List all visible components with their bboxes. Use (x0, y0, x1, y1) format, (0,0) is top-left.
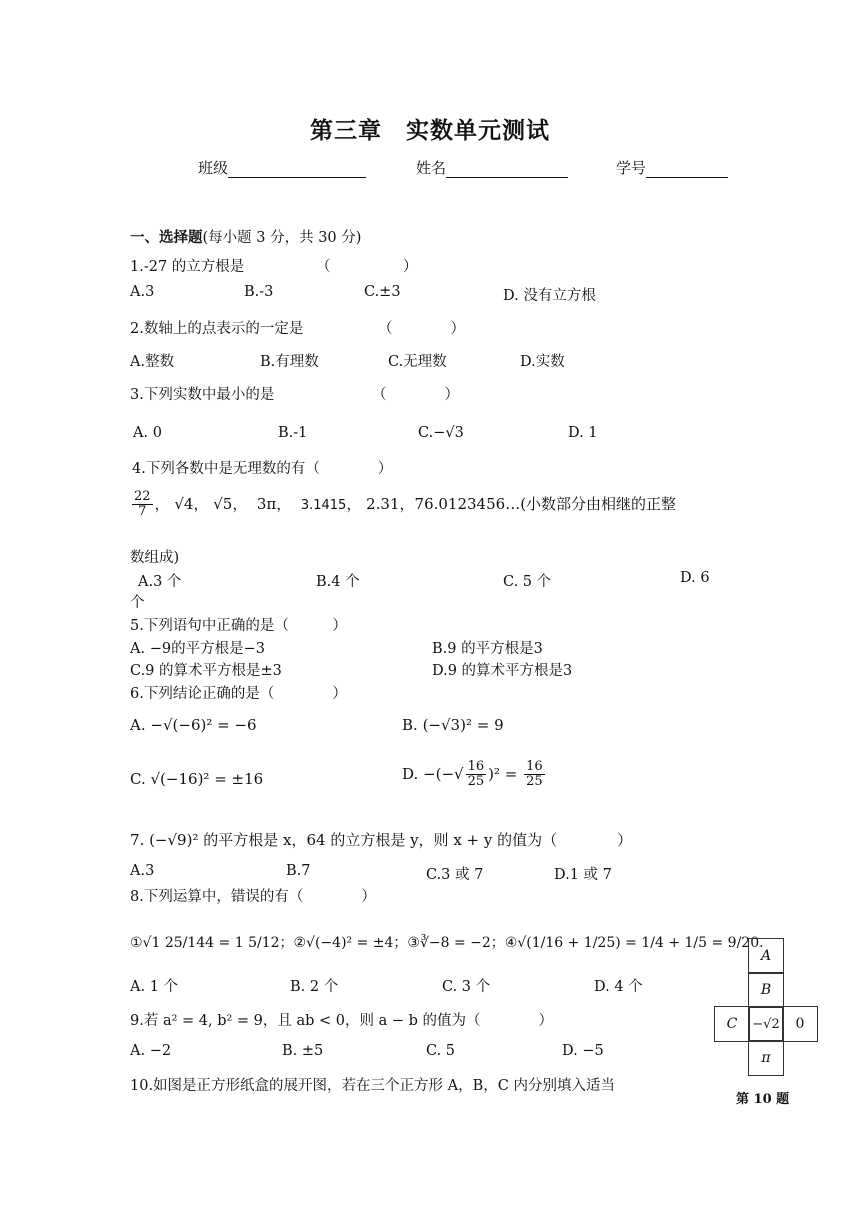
class-blank[interactable] (228, 161, 366, 178)
q5-option-b: B.9 的平方根是3 (432, 641, 543, 657)
net-cell-pi: π (748, 1040, 784, 1076)
q4-stem: 4.下列各数中是无理数的有（ ） (132, 461, 393, 477)
q4-sqrt4: √4 (174, 494, 194, 513)
q6-option-a: A. −√(−6)² = −6 (130, 716, 257, 734)
q9-option-c: C. 5 (426, 1043, 456, 1059)
q4-continuation: 数组成) (130, 550, 180, 566)
q3-option-c: C.−√3 (418, 425, 464, 441)
q1-option-c: C.±3 (364, 284, 401, 300)
q9-option-a: A. −2 (130, 1043, 172, 1059)
net-cell-a: A (748, 938, 784, 974)
q7-option-a: A.3 (130, 863, 155, 879)
q3-option-b: B.-1 (278, 425, 308, 441)
q3-paren: （ ） (372, 387, 459, 403)
q5-option-c: C.9 的算术平方根是±3 (130, 663, 282, 679)
q4-option-b: B.4 个 (316, 574, 360, 590)
q5-option-d: D.9 的算术平方根是3 (432, 663, 573, 679)
q1-option-a: A.3 (130, 284, 155, 300)
q3-option-d: D. 1 (568, 425, 598, 441)
section-note: (每小题 3 分，共 30 分) (202, 230, 362, 246)
page-title: 第三章 实数单元测试 (310, 117, 550, 144)
q2-stem: 2.数轴上的点表示的一定是 (130, 321, 304, 337)
section-heading (130, 226, 361, 247)
q6-stem: 6.下列结论正确的是（ ） (130, 686, 347, 702)
section-title: 一、选择题 (130, 229, 203, 246)
id-label: 学号 (616, 159, 647, 177)
q6-option-b: B. (−√3)² = 9 (402, 716, 504, 734)
q9-option-d: D. −5 (562, 1043, 604, 1059)
q4-fraction: $\frac{22}{7}$ (134, 489, 151, 520)
net-cell-c: C (714, 1006, 750, 1042)
q4-repeating: 2.31 (366, 494, 400, 513)
q4-sqrt5: √5 (213, 494, 233, 513)
q4-option-d-wrap: 个 (130, 595, 145, 611)
q4-3pi: 3π (256, 494, 277, 513)
net-cell-b: B (748, 972, 784, 1008)
q7-option-b: B.7 (286, 863, 311, 879)
q4-number-list: $\frac{22}{7}$ ， √4， √5， 3π， 3.1415， 2.31，76.0123456…(小数部分由相继的正整 (134, 489, 677, 520)
id-field (616, 157, 728, 178)
q9-option-b: B. ±5 (282, 1043, 324, 1059)
q8-option-c: C. 3 个 (442, 979, 491, 995)
q8-stem: 8.下列运算中，错误的有（ ） (130, 889, 376, 905)
q2-option-c: C.无理数 (388, 354, 447, 370)
q2-paren: （ ） (378, 321, 465, 337)
q4-option-d: D. 6 (680, 570, 710, 586)
q7-option-d: D.1 或 7 (554, 867, 612, 883)
q2-option-a: A.整数 (130, 354, 175, 370)
q9-stem: 9.若 a² = 4, b² = 9，且 ab < 0，则 a − b 的值为（ ） (130, 1013, 554, 1029)
figure-caption: 第 10 题 (736, 1092, 790, 1107)
q8-option-a: A. 1 个 (130, 979, 179, 995)
q5-stem: 5.下列语句中正确的是（ ） (130, 618, 347, 634)
q8-option-d: D. 4 个 (594, 979, 643, 995)
q5-option-a: A. −9的平方根是−3 (130, 641, 265, 657)
name-field (416, 157, 568, 178)
q4-decimal: 3.1415 (300, 497, 347, 513)
q4-option-c: C. 5 个 (503, 574, 552, 590)
q2-option-b: B.有理数 (260, 354, 319, 370)
q8-option-b: B. 2 个 (290, 979, 339, 995)
net-cell-sqrt2: −√2 (748, 1006, 784, 1042)
q3-option-a: A. 0 (133, 425, 162, 441)
name-label: 姓名 (416, 159, 447, 177)
q6-option-d: D. −(−√ $\frac{16}{25}$ )² = $\frac{16}{25}$ (402, 759, 543, 790)
q4-option-a: A.3 个 (138, 574, 182, 590)
q1-stem: 1.-27 的立方根是 (130, 259, 245, 275)
q7-stem: 7. (−√9)² 的平方根是 x，64 的立方根是 y，则 x + y 的值为（ ） (130, 831, 633, 849)
q6-option-c: C. √(−16)² = ±16 (130, 770, 264, 788)
q1-paren: （ ） (316, 259, 418, 275)
q1-option-b: B.-3 (244, 284, 274, 300)
class-field (198, 157, 366, 178)
q7-option-c: C.3 或 7 (426, 867, 484, 883)
q10-stem: 10.如图是正方形纸盒的展开图，若在三个正方形 A，B，C 内分别填入适当 (130, 1078, 615, 1094)
class-label: 班级 (198, 159, 229, 177)
id-blank[interactable] (646, 161, 728, 178)
q8-expressions: ①√1 25/144 = 1 5/12；②√(−4)² = ±4；③∛−8 = −2；④√(1/16 + 1/25) = 1/4 + 1/5 = 9/20. (130, 935, 764, 951)
name-blank[interactable] (446, 161, 568, 178)
q3-stem: 3.下列实数中最小的是 (130, 387, 275, 403)
q2-option-d: D.实数 (520, 354, 565, 370)
q4-sequence: 76.0123456…(小数部分由相继的正整 (414, 494, 677, 513)
q1-option-d: D. 没有立方根 (503, 288, 596, 304)
net-cell-zero: 0 (782, 1006, 818, 1042)
